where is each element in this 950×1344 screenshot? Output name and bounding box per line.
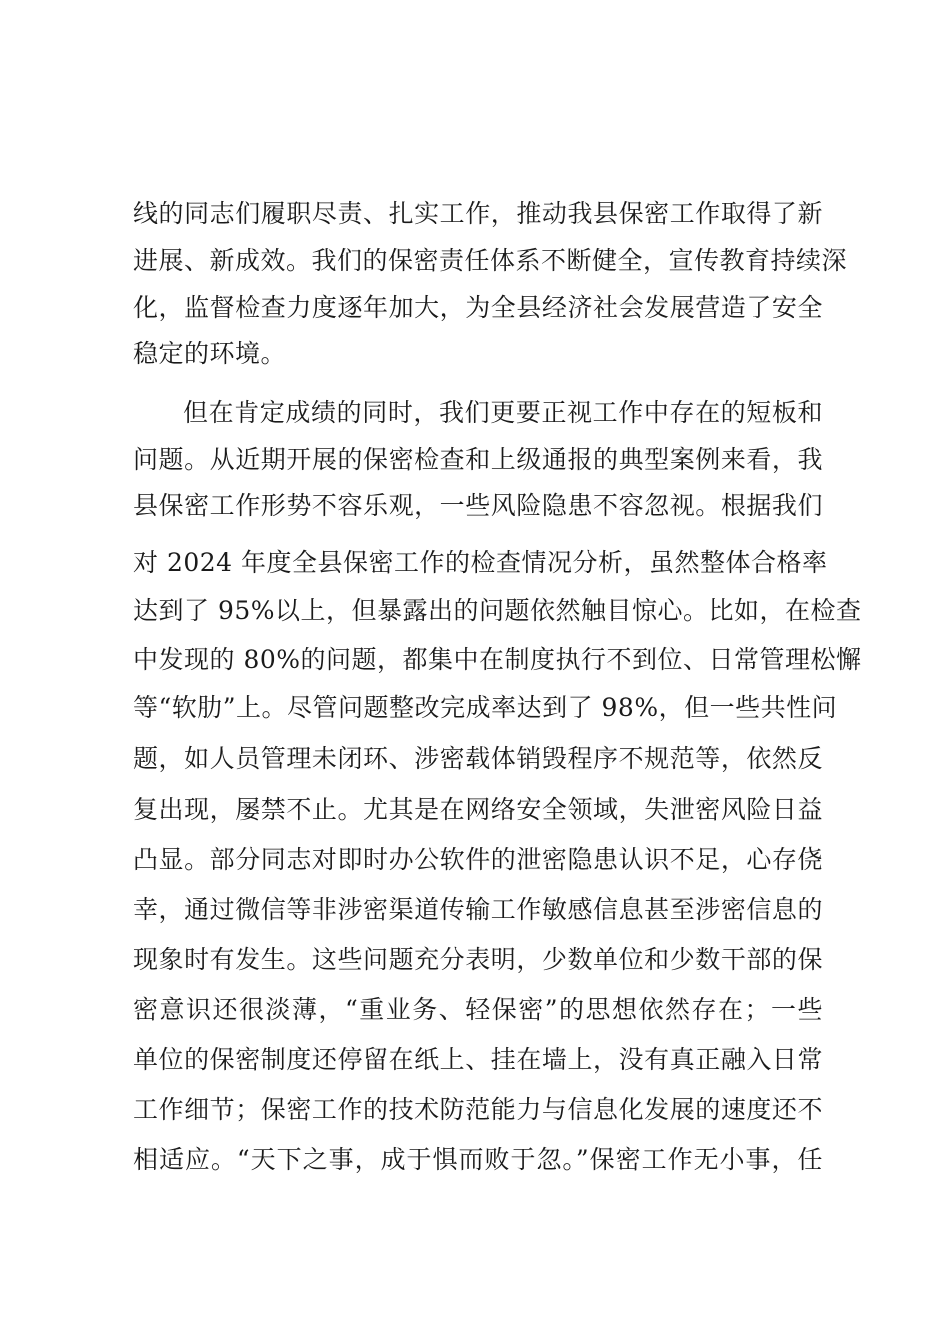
paragraph-line: 线的同志们履职尽责、扎实工作，推动我县保密工作取得了新 (133, 199, 823, 228)
paragraph-line: 相适应。“天下之事，成于惧而败于忽。”保密工作无小事，任 (133, 1145, 823, 1174)
paragraph-line: 现象时有发生。这些问题充分表明，少数单位和少数干部的保 (133, 945, 823, 974)
paragraph-line: 幸，通过微信等非涉密渠道传输工作敏感信息甚至涉密信息的 (133, 895, 823, 924)
paragraph-line: 复出现，屡禁不止。尤其是在网络安全领域，失泄密风险日益 (133, 795, 823, 824)
paragraph-line: 稳定的环境。 (133, 339, 287, 368)
paragraph-line: 问题。从近期开展的保密检查和上级通报的典型案例来看，我 (133, 445, 823, 474)
paragraph-line: 对 2024 年度全县保密工作的检查情况分析，虽然整体合格率 (133, 548, 828, 577)
paragraph-line: 但在肯定成绩的同时，我们更要正视工作中存在的短板和 (183, 398, 823, 427)
paragraph-line: 化，监督检查力度逐年加大，为全县经济社会发展营造了安全 (133, 293, 823, 322)
paragraph-line: 进展、新成效。我们的保密责任体系不断健全，宣传教育持续深 (133, 246, 848, 275)
paragraph-line: 凸显。部分同志对即时办公软件的泄密隐患认识不足，心存侥 (133, 845, 823, 874)
paragraph-line: 工作细节；保密工作的技术防范能力与信息化发展的速度还不 (133, 1095, 823, 1124)
paragraph-line: 达到了 95%以上，但暴露出的问题依然触目惊心。比如，在检查 (133, 596, 862, 625)
paragraph-line: 中发现的 80%的问题，都集中在制度执行不到位、日常管理松懈 (133, 645, 862, 674)
paragraph-line: 等“软肋”上。尽管问题整改完成率达到了 98%，但一些共性问 (133, 693, 838, 722)
paragraph-line: 题，如人员管理未闭环、涉密载体销毁程序不规范等，依然反 (133, 744, 823, 773)
paragraph-line: 单位的保密制度还停留在纸上、挂在墙上，没有真正融入日常 (133, 1045, 823, 1074)
paragraph-line: 县保密工作形势不容乐观，一些风险隐患不容忽视。根据我们 (133, 491, 823, 520)
paragraph-line: 密意识还很淡薄，“重业务、轻保密”的思想依然存在；一些 (133, 995, 823, 1024)
